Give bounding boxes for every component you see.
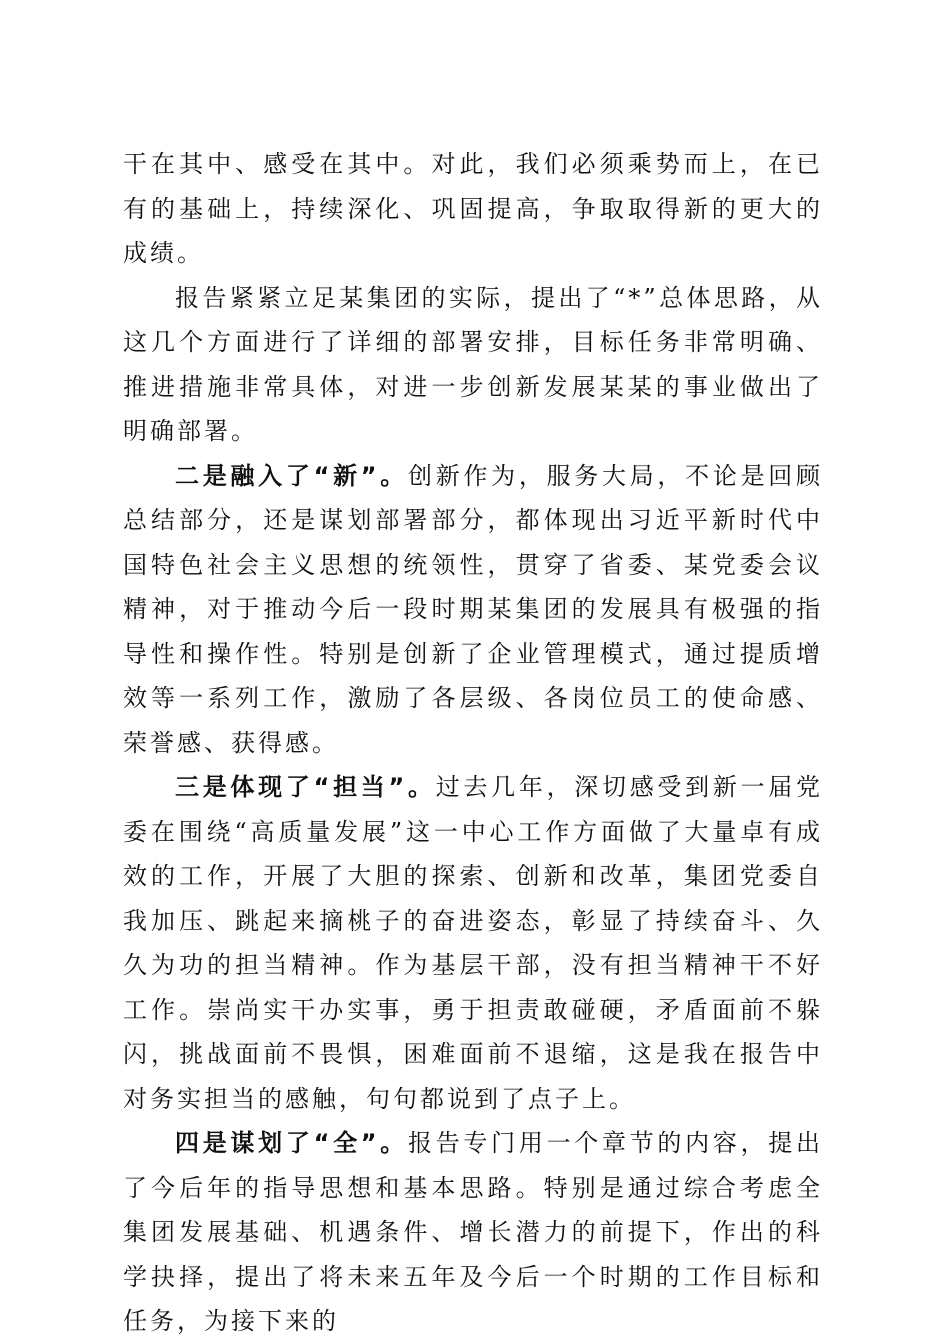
paragraph-continuation bbox=[123, 142, 823, 276]
paragraph-lead-heading: 三是体现了“担当”。 bbox=[175, 773, 436, 801]
paragraph-text: 干在其中、感受在其中。对此，我们必须乘势而上，在已有的基础上，持续深化、巩固提高，争取取得新的更大的成绩。 bbox=[123, 150, 823, 267]
paragraph-text: 报告专门用一个章节的内容，提出了今后年的指导思想和基本思路。特别是通过综合考虑全集团发展基础、机遇条件、增长潜力的前提下，作出的科学抉择，提出了将未来五年及今后一个时期的工作目标和任务，为接下来的 bbox=[123, 1129, 824, 1335]
paragraph-text: 过去几年，深切感受到新一届党委在围绕“高质量发展”这一中心工作方面做了大量卓有成效的工作，开展了大胆的探索、创新和改革，集团党委自我加压、跳起来摘桃子的奋进姿态，彰显了持续奋斗、久久为功的担当精神。作为基层干部，没有担当精神干不好工作。崇尚实干办实事，勇于担责敢碰硬，矛盾面前不躲闪，挑战面前不畏惧，困难面前不退缩，这是我在报告中对务实担当的感触，句句都说到了点子上。 bbox=[123, 773, 824, 1113]
paragraph-point-two bbox=[123, 454, 823, 766]
paragraph-point-three bbox=[123, 765, 823, 1121]
paragraph-overall-approach bbox=[123, 276, 823, 454]
paragraph-text: 报告紧紧立足某集团的实际，提出了“*”总体思路，从这几个方面进行了详细的部署安排，目标任务非常明确、推进措施非常具体，对进一步创新发展某某的事业做出了明确部署。 bbox=[123, 283, 823, 445]
paragraph-point-four bbox=[123, 1121, 823, 1344]
paragraph-lead-heading: 四是谋划了“全”。 bbox=[175, 1129, 408, 1157]
paragraph-text: 创新作为，服务大局，不论是回顾总结部分，还是谋划部署部分，都体现出习近平新时代中国特色社会主义思想的统领性，贯穿了省委、某党委会议精神，对于推动今后一段时期某集团的发展具有极强的指导性和操作性。特别是创新了企业管理模式，通过提质增效等一系列工作，激励了各层级、各岗位员工的使命感、荣誉感、获得感。 bbox=[123, 461, 824, 757]
paragraph-lead-heading: 二是融入了“新”。 bbox=[175, 461, 408, 490]
document-page bbox=[123, 142, 823, 1344]
